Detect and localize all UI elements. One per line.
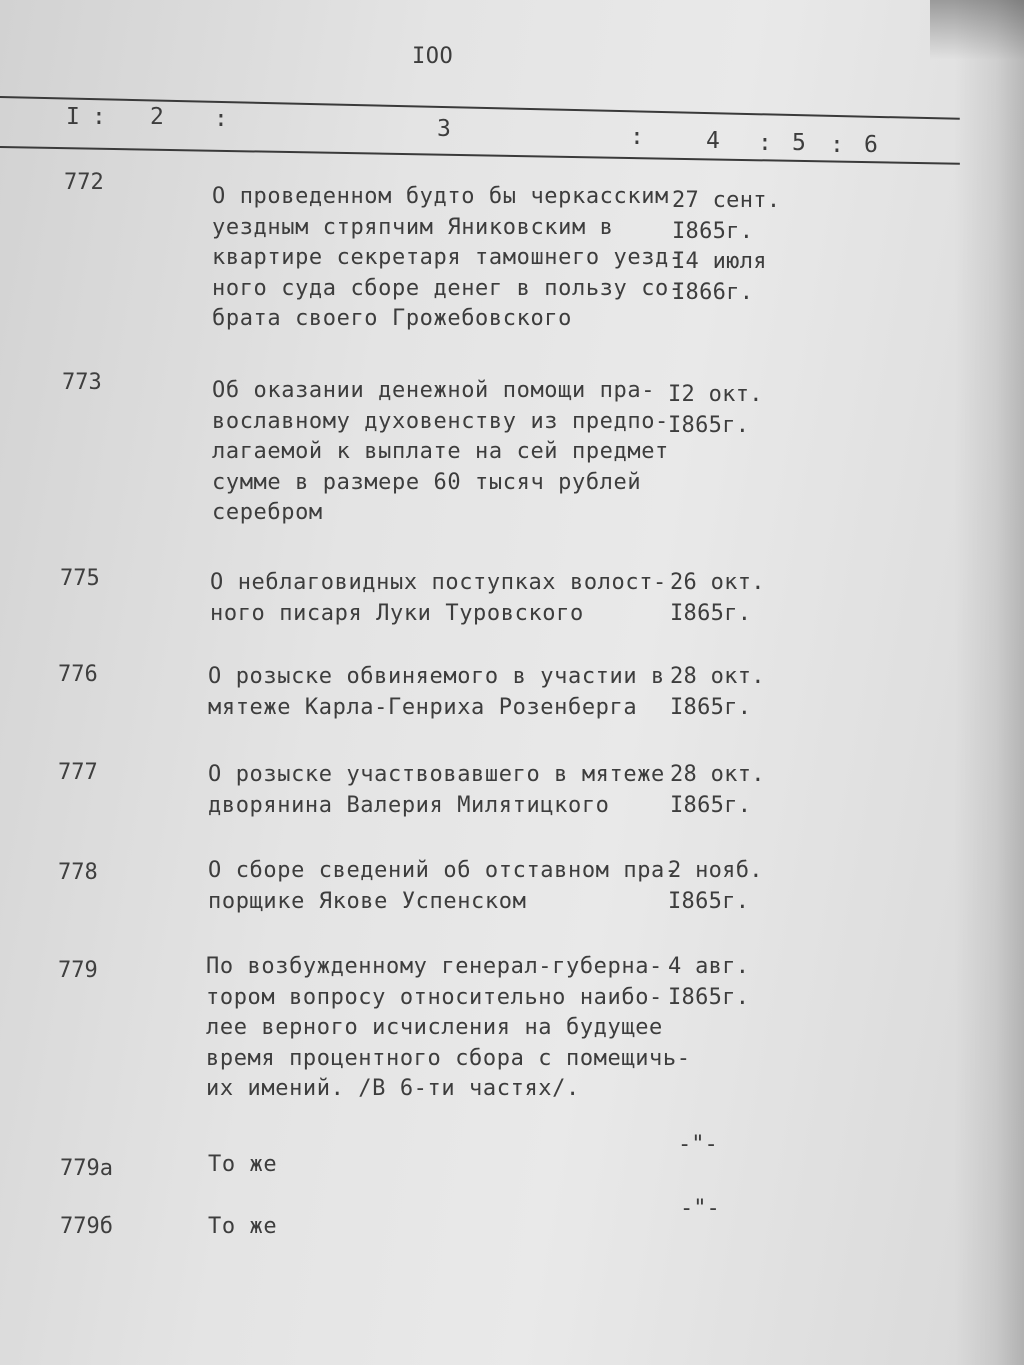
ditto-mark: -"- bbox=[680, 1196, 720, 1221]
entry-date-line: 26 окт. bbox=[670, 570, 765, 595]
entry-dates bbox=[670, 760, 765, 821]
entry-date-line: I866г. bbox=[672, 279, 754, 305]
entry-number: 776 bbox=[58, 662, 98, 687]
header-top-rule bbox=[0, 96, 960, 120]
entry-line: серебром bbox=[212, 500, 323, 525]
entry-description bbox=[206, 952, 691, 1105]
entry-line: О проведенном будто бы черкасским bbox=[212, 184, 669, 209]
entry-date-line: 4 авг. bbox=[668, 954, 750, 979]
entry-date-line: I865г. bbox=[668, 984, 750, 1010]
entry-dates bbox=[668, 380, 763, 441]
entry-line: ного суда сборе денег в пользу со- bbox=[212, 275, 683, 301]
entry-line: Об оказании денежной помощи пра- bbox=[212, 378, 656, 403]
header-separator: : bbox=[758, 130, 772, 156]
header-bottom-rule bbox=[0, 146, 960, 165]
entry-description bbox=[208, 760, 665, 821]
header-separator: : bbox=[92, 104, 106, 130]
entry-line: То же bbox=[208, 1152, 278, 1177]
header-col-6: 6 bbox=[864, 132, 878, 158]
header-col-5: 5 bbox=[792, 130, 806, 156]
entry-date-line: I2 окт. bbox=[668, 382, 763, 407]
header-col-1: I bbox=[66, 104, 80, 130]
entry-date-line: 28 окт. bbox=[670, 762, 765, 787]
entry-line: ного писаря Луки Туровского bbox=[210, 600, 584, 626]
entry-description bbox=[208, 662, 665, 723]
entry-line: порщике Якове Успенском bbox=[208, 888, 527, 914]
entry-description bbox=[212, 376, 669, 529]
entry-line: лагаемой к выплате на сей предмет bbox=[212, 439, 669, 464]
entry-number: 779б bbox=[60, 1214, 113, 1239]
entry-description bbox=[212, 182, 683, 335]
entry-line: тором вопросу относительно наибо- bbox=[206, 984, 663, 1010]
entry-date-line: I865г. bbox=[668, 888, 750, 914]
header-col-3: 3 bbox=[437, 116, 451, 142]
entry-line: лее верного исчисления на будущее bbox=[206, 1015, 663, 1040]
entry-description bbox=[208, 1212, 277, 1243]
entry-line: По возбужденному генерал-губерна- bbox=[206, 954, 663, 979]
entry-date-line: 28 окт. bbox=[670, 664, 765, 689]
entry-dates bbox=[670, 662, 765, 723]
header-separator: : bbox=[830, 132, 844, 158]
entry-number: 779 bbox=[58, 958, 98, 983]
entry-line: дворянина Валерия Милятицкого bbox=[208, 792, 610, 818]
entry-description bbox=[208, 1150, 277, 1181]
entry-dates bbox=[668, 952, 749, 1013]
entry-description bbox=[208, 856, 679, 917]
entry-date-line: 27 сент. bbox=[672, 188, 781, 213]
entry-number: 778 bbox=[58, 860, 98, 885]
entry-number: 772 bbox=[64, 170, 104, 195]
entry-date-line: I865г. bbox=[670, 600, 752, 626]
page-number: IOO bbox=[412, 44, 454, 69]
entry-number: 773 bbox=[62, 370, 102, 395]
entry-number: 777 bbox=[58, 760, 98, 785]
entry-description bbox=[210, 568, 667, 629]
entry-date-line: I865г. bbox=[668, 412, 750, 438]
entry-dates bbox=[670, 568, 765, 629]
entry-date-line: 2 нояб. bbox=[668, 858, 763, 883]
entry-line: их имений. /В 6-ти частях/. bbox=[206, 1076, 580, 1101]
entry-number: 775 bbox=[60, 566, 100, 591]
entry-line: О розыске участвовавшего в мятеже bbox=[208, 762, 665, 787]
entry-line: мятеже Карла-Генриха Розенберга bbox=[208, 694, 638, 720]
header-col-4: 4 bbox=[706, 128, 720, 154]
entry-number: 779а bbox=[60, 1156, 113, 1181]
page-edge-shadow bbox=[954, 0, 1024, 1365]
entry-line: квартире секретаря тамошнего уезд- bbox=[212, 245, 683, 270]
entry-line: время процентного сбора с помещичь- bbox=[206, 1045, 691, 1071]
entry-line: вославному духовенству из предпо- bbox=[212, 408, 669, 434]
entry-line: О сборе сведений об отставном пра- bbox=[208, 858, 679, 883]
entry-date-line: I865г. bbox=[670, 694, 752, 720]
entry-line: То же bbox=[208, 1214, 278, 1239]
entry-line: сумме в размере 60 тысяч рублей bbox=[212, 469, 642, 495]
header-col-2: 2 bbox=[150, 104, 164, 130]
entry-line: брата своего Грожебовского bbox=[212, 306, 572, 331]
entry-date-line: I4 июля bbox=[672, 249, 767, 274]
entry-dates bbox=[668, 856, 763, 917]
header-separator: : bbox=[630, 124, 644, 150]
entry-line: уездным стряпчим Яниковским в bbox=[212, 214, 614, 240]
entry-dates bbox=[672, 186, 780, 308]
entry-line: О неблаговидных поступках волост- bbox=[210, 570, 667, 595]
entry-date-line: I865г. bbox=[672, 218, 754, 244]
ditto-mark: -"- bbox=[678, 1132, 718, 1157]
header-separator: : bbox=[214, 106, 228, 132]
entry-line: О розыске обвиняемого в участии в bbox=[208, 664, 665, 689]
entry-date-line: I865г. bbox=[670, 792, 752, 818]
